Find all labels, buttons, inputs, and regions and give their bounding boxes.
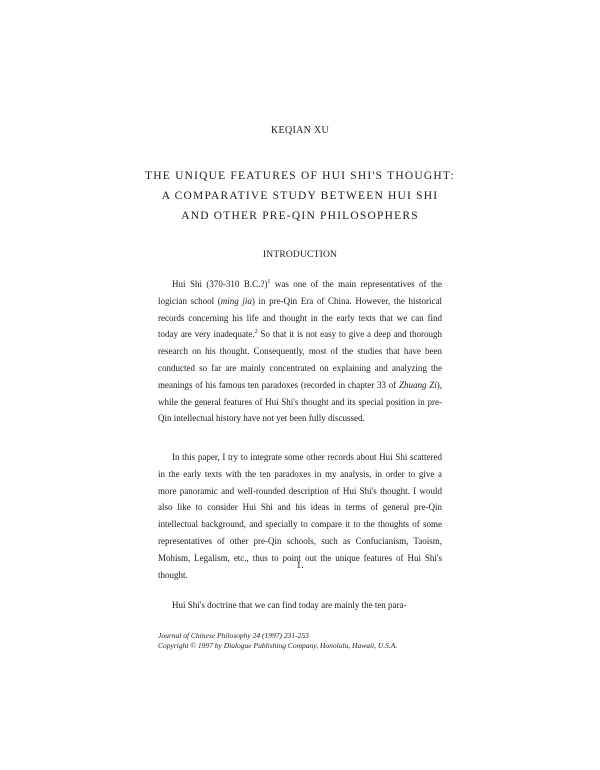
author-name: KEQIAN XU	[271, 125, 329, 136]
intro-p1-text-d: So that it is not easy to give a deep and thorough research on his thought. Consequently, most of the studies that have been conducted so far are mainly concentrated on explaining and analyzing the meanings of his famous ten paradoxes (recorded in chapter 33 of	[158, 329, 443, 390]
title-line-1: THE UNIQUE FEATURES OF HUI SHI'S THOUGHT:	[145, 170, 455, 182]
paper-title	[0, 166, 600, 226]
intro-p1-title-zhuang-zi: Zhuang Zi	[399, 379, 437, 390]
intro-p1-text-a: Hui Shi (370-310 B.C.?)	[172, 279, 268, 289]
footnote-ref-2: 2	[254, 329, 258, 336]
footnote-ref-1: 1	[267, 279, 271, 285]
intro-p1-term-ming-jia: ming jia	[220, 295, 252, 306]
introduction-paragraph-1	[158, 276, 442, 427]
intro-p1-text-e: ), while the general features of Hui Shi's thought and its special position in pre-Qin intellectual history have not yet been fully discussed.	[158, 379, 442, 424]
section1-p1-text: Hui Shi's doctrine that we can find today are mainly the ten para-	[172, 600, 407, 610]
section-number: 1.	[296, 560, 304, 571]
intro-p1-text-b: was one of the main representatives of the logician school (	[158, 279, 442, 306]
section-1-paragraph-1	[158, 597, 442, 614]
title-line-3: AND OTHER PRE-QIN PHILOSOPHERS	[181, 210, 419, 222]
copyright-notice: Copyright © 1997 by Dialogue Publishing Company, Honolulu, Hawaii, U.S.A.	[158, 641, 398, 650]
introduction-heading: INTRODUCTION	[262, 250, 338, 260]
journal-citation: Journal of Chinese Philosophy 24 (1997) 231-253	[158, 631, 309, 640]
intro-p2-text: In this paper, I try to integrate some other records about Hui Shi scattered in the early texts with the ten paradoxes in my analysis, in order to give a more panoramic and well-rounded description of Hui Shi's thought. I would also like to consider Hui Shi and his ideas in terms of general pre-Qin intellectual background, and specially to compare it to the thoughts of some representatives of other pre-Qin schools, such as Confucianism, Taoism, Mohism, Legalism, etc., thus to point out the unique features of Hui Shi's thought.	[158, 452, 442, 580]
journal-footer	[158, 631, 458, 651]
title-line-2: A COMPARATIVE STUDY BETWEEN HUI SHI	[161, 190, 439, 202]
intro-p1-text-c: ) in pre-Qin Era of China. However, the historical records concerning his life and thought in the early texts that we can find today are very inadequate.	[158, 295, 442, 340]
